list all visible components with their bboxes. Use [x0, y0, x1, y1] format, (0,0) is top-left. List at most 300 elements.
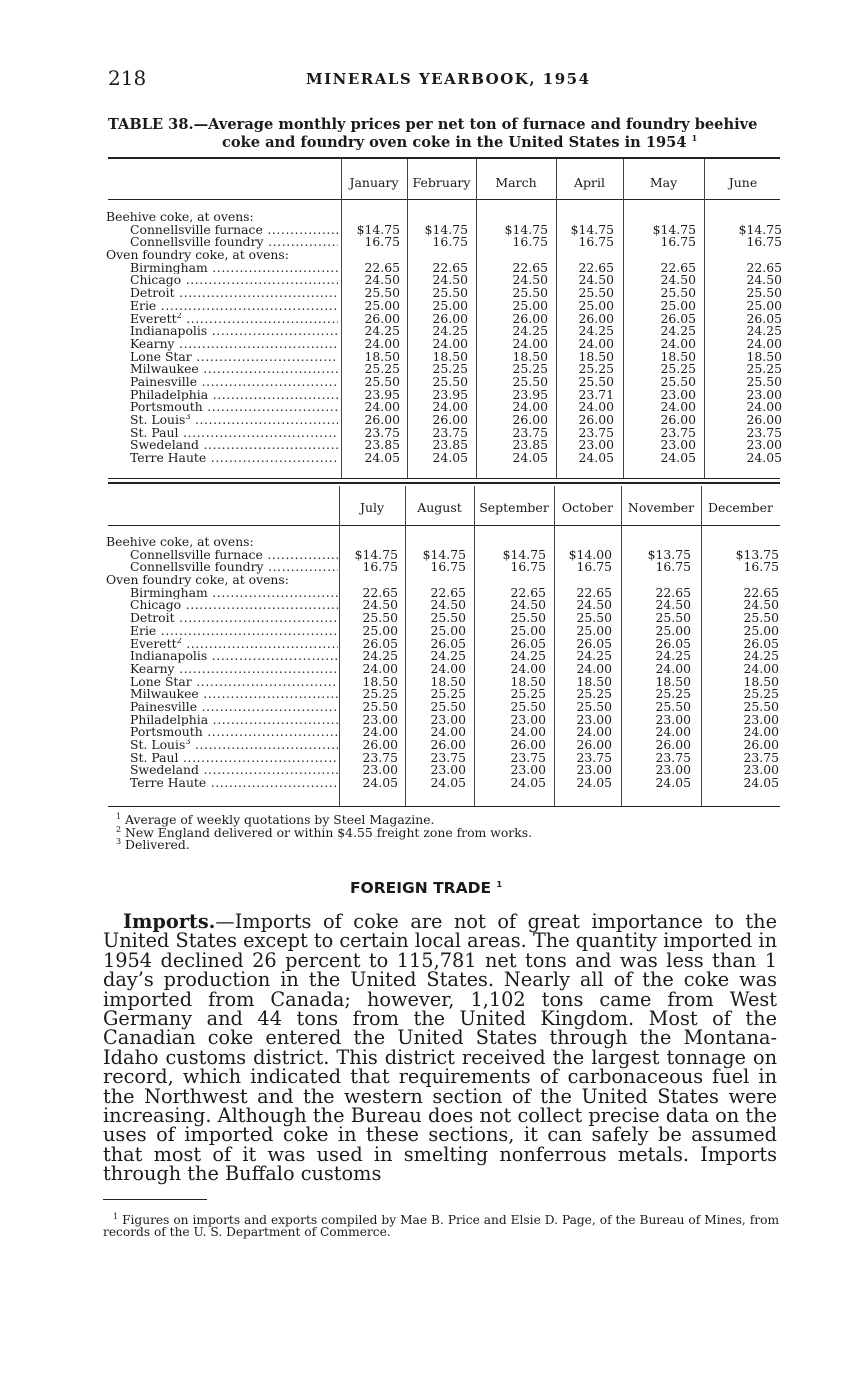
- stub-row: Swedeland .....: [106, 764, 338, 777]
- table-cell: 22.65: [510, 584, 546, 600]
- panel2-stub: [106, 536, 338, 790]
- table-cell: 24.00: [655, 724, 691, 740]
- table-cell: 24.00: [512, 335, 548, 351]
- table-cell: 24.25: [512, 323, 548, 339]
- table-cell: 24.00: [364, 335, 400, 351]
- table-cell: 25.50: [743, 698, 779, 714]
- value-column: [722, 211, 782, 465]
- panel-separator-rule: [108, 482, 780, 484]
- table-cell: $13.75: [735, 546, 779, 562]
- month-header: May: [649, 175, 678, 190]
- table-cell: 25.50: [576, 698, 612, 714]
- table-cell: 18.50: [576, 673, 612, 689]
- table-cell: 18.50: [362, 673, 398, 689]
- paragraph-text: —Imports of coke are not of great importance to the United States except to certain local areas. The quantity imported in 1954 declined 26 percent to 115,781 net tons and was less than 1 day’s production in the United States. Nearly all of the coke was imported from Canada; however, 1,102 tons came from West Germany and 44 tons from the United Kingdom. Most of the Canadian coke entered the United States through the Montana-Idaho customs district. This district received the largest tonnage on record, which indicated that requirements of carbonaceous fuel in the Northwest and the western section of the United States were increasing. Although the Bureau does not collect precise data on the uses of imported coke in these sections, it can safely be assumed that most of it was used in smelting nonferrous metals. Imports through the Buffalo customs: [103, 910, 777, 1186]
- table-cell: 26.05: [510, 635, 546, 651]
- table-cell: 26.00: [746, 412, 782, 427]
- table-cell: 26.00: [430, 737, 466, 752]
- table-cell: 18.50: [430, 673, 466, 689]
- table-cell: 26.00: [655, 737, 691, 752]
- table-cell: 24.25: [364, 323, 400, 339]
- table-cell: 23.85: [364, 437, 400, 453]
- table-cell: 24.50: [512, 272, 548, 288]
- stub-row: Milwaukee .....: [106, 688, 338, 701]
- table-cell: 24.50: [743, 597, 779, 613]
- table-cell: 26.05: [362, 635, 398, 651]
- panel1-bottom-rule: [108, 478, 780, 479]
- table-cell: 16.75: [746, 234, 782, 250]
- table-cell: 18.50: [743, 673, 779, 689]
- stub-row: Beehive coke, at ovens:: [106, 536, 254, 549]
- stub-row: St. Louis$^3$ .....: [106, 414, 338, 427]
- table-cell: 24.05: [430, 775, 466, 791]
- table-cell: 23.75: [364, 424, 400, 440]
- table-cell: 23.95: [432, 386, 468, 402]
- table-cell: 25.50: [432, 285, 468, 301]
- stub-row: Birmingham .....: [106, 587, 338, 600]
- table-cell: 16.75: [430, 559, 466, 575]
- imports-paragraph: [103, 912, 777, 1184]
- stub-row: Connellsville foundry .....: [106, 561, 338, 574]
- table-cell: 24.00: [362, 660, 398, 676]
- table-cell: 23.85: [512, 437, 548, 453]
- stub-row: Terre Haute .....: [106, 452, 338, 465]
- table-cell: 24.05: [362, 775, 398, 791]
- table-caption-line2: coke and foundry oven coke in the United States in 1954: [222, 134, 687, 151]
- table-cell: 16.75: [432, 234, 468, 250]
- table-cell: 24.05: [510, 775, 546, 791]
- table-caption-line1: TABLE 38.—Average monthly prices per net ton of furnace and foundry beehive: [108, 116, 758, 133]
- table-cell: 24.00: [746, 335, 782, 351]
- panel2-header-rule: [108, 525, 780, 526]
- table-cell: 23.00: [576, 711, 612, 727]
- table-cell: 22.65: [362, 584, 398, 600]
- month-header: March: [495, 175, 537, 190]
- table-cell: 16.75: [576, 559, 612, 575]
- table-cell: 26.00: [512, 310, 548, 326]
- table-cell: 24.05: [432, 450, 468, 466]
- table-cell: 26.00: [364, 412, 400, 427]
- panel1-col-divider: [704, 159, 705, 478]
- table-cell: 25.50: [743, 610, 779, 626]
- table-cell: 25.50: [655, 610, 691, 626]
- table-cell: 25.50: [430, 610, 466, 626]
- value-column: [406, 536, 466, 790]
- table-cell: 22.65: [430, 584, 466, 600]
- page-number: 218: [108, 66, 147, 90]
- table-cell: 25.50: [660, 285, 696, 301]
- table-cell: 25.25: [512, 361, 548, 377]
- table-cell: 18.50: [510, 673, 546, 689]
- section-heading: FOREIGN TRADE $^1$: [349, 879, 503, 897]
- table-cell: 25.50: [512, 373, 548, 389]
- table-cell: 24.00: [655, 660, 691, 676]
- table-cell: 16.75: [364, 234, 400, 250]
- table-cell: 25.25: [430, 686, 466, 702]
- stub-row: Beehive coke, at ovens:: [106, 211, 254, 224]
- table-cell: 25.50: [512, 285, 548, 301]
- table-cell: 24.00: [512, 399, 548, 415]
- body-text: [103, 912, 777, 1184]
- table-cell: 23.00: [362, 711, 398, 727]
- table-cell: $14.75: [738, 221, 782, 237]
- table-cell: 25.00: [510, 622, 546, 638]
- table-cell: 18.50: [655, 673, 691, 689]
- table-cell: 24.00: [364, 399, 400, 415]
- table-cell: 24.25: [510, 648, 546, 664]
- table-cell: 25.50: [660, 373, 696, 389]
- table-cell: 18.50: [660, 348, 696, 364]
- table-cell: 25.00: [743, 622, 779, 638]
- panel2-col-divider: [621, 486, 622, 806]
- stub-row: Terre Haute .....: [106, 777, 338, 790]
- value-column: [488, 211, 548, 465]
- stub-row: Milwaukee .....: [106, 363, 338, 376]
- stub-row: St. Paul .....: [106, 752, 338, 765]
- table-cell: 22.65: [578, 259, 614, 275]
- table-cell: 23.00: [510, 762, 546, 778]
- month-header: February: [412, 175, 471, 190]
- month-header: November: [627, 500, 695, 515]
- stub-row: Lone Star .....: [106, 351, 338, 364]
- table-cell: 18.50: [432, 348, 468, 364]
- table-cell: 25.50: [578, 373, 614, 389]
- table-caption: [108, 116, 783, 152]
- month-header: June: [728, 175, 758, 190]
- table-cell: 24.50: [432, 272, 468, 288]
- table-cell: 24.00: [432, 335, 468, 351]
- value-column: [631, 536, 691, 790]
- value-column: [552, 536, 612, 790]
- table-cell: 25.25: [362, 686, 398, 702]
- table-cell: 26.05: [655, 635, 691, 651]
- table-cell: 16.75: [743, 559, 779, 575]
- table-cell: 23.00: [660, 386, 696, 402]
- table-cell: 24.50: [660, 272, 696, 288]
- table-cell: 26.00: [660, 412, 696, 427]
- table-cell: 23.75: [432, 424, 468, 440]
- stub-row: Erie .....: [106, 625, 338, 638]
- table-cell: 24.00: [578, 335, 614, 351]
- table-cell: 22.65: [746, 259, 782, 275]
- table-cell: 25.50: [362, 610, 398, 626]
- month-header: April: [574, 175, 605, 190]
- table-cell: 23.75: [576, 749, 612, 765]
- table-cell: 25.50: [655, 698, 691, 714]
- table-cell: 24.05: [660, 450, 696, 466]
- stub-row: Portsmouth .....: [106, 401, 338, 414]
- table-cell: 22.65: [655, 584, 691, 600]
- stub-row: Indianapolis .....: [106, 325, 338, 338]
- stub-row: Everett$^2$ .....: [106, 638, 338, 651]
- table-cell: 24.50: [746, 272, 782, 288]
- table-cell: 25.50: [578, 285, 614, 301]
- table-cell: 24.25: [362, 648, 398, 664]
- table-cell: $14.75: [356, 221, 400, 237]
- table-cell: 24.05: [576, 775, 612, 791]
- table-cell: 24.50: [655, 597, 691, 613]
- table-cell: 23.75: [430, 749, 466, 765]
- table-cell: $14.00: [568, 546, 612, 562]
- table-cell: 26.05: [430, 635, 466, 651]
- stub-row: Chicago .....: [106, 599, 338, 612]
- table-cell: 26.00: [578, 310, 614, 326]
- running-title: MINERALS YEARBOOK, 1954: [306, 70, 591, 88]
- table-cell: 25.50: [510, 698, 546, 714]
- stub-row: Indianapolis .....: [106, 650, 338, 663]
- table-cell: 25.00: [362, 622, 398, 638]
- table-cell: 25.00: [512, 297, 548, 313]
- table-cell: 24.00: [578, 399, 614, 415]
- table-cell: 24.25: [432, 323, 468, 339]
- table-cell: $14.75: [424, 221, 468, 237]
- table-cell: 23.00: [746, 437, 782, 453]
- table-cell: 16.75: [578, 234, 614, 250]
- table-cell: 16.75: [362, 559, 398, 575]
- table-cell: 23.00: [655, 762, 691, 778]
- table-cell: 24.25: [743, 648, 779, 664]
- stub-row: St. Paul .....: [106, 427, 338, 440]
- runin-heading: Imports.: [123, 910, 216, 933]
- table-cell: 26.00: [362, 737, 398, 752]
- table-cell: 26.05: [660, 310, 696, 326]
- table-cell: 24.00: [660, 399, 696, 415]
- table-cell: 24.50: [362, 597, 398, 613]
- panel2-bottom-rule: [108, 806, 780, 807]
- table-cell: 24.25: [746, 323, 782, 339]
- table-cell: 24.05: [743, 775, 779, 791]
- table-cell: 23.71: [578, 386, 614, 402]
- table-cell: $14.75: [570, 221, 614, 237]
- table-cell: 25.25: [746, 361, 782, 377]
- value-column: [719, 536, 779, 790]
- table-cell: $13.75: [647, 546, 691, 562]
- stub-row: Birmingham .....: [106, 262, 338, 275]
- table-cell: 22.65: [743, 584, 779, 600]
- table-cell: 25.00: [746, 297, 782, 313]
- table-cell: 24.00: [432, 399, 468, 415]
- value-column: [486, 536, 546, 790]
- table-cell: 23.00: [746, 386, 782, 402]
- table-cell: 24.50: [510, 597, 546, 613]
- table-cell: 22.65: [432, 259, 468, 275]
- table-cell: 26.00: [578, 412, 614, 427]
- stub-row: Swedeland .....: [106, 439, 338, 452]
- table-cell: 25.00: [576, 622, 612, 638]
- table-cell: 25.00: [660, 297, 696, 313]
- table-footnote: $^1$ Average of weekly quotations by Steel Magazine.: [116, 811, 435, 827]
- footnote-rule: [103, 1199, 207, 1200]
- panel1-top-rule: [108, 157, 780, 159]
- table-cell: 23.00: [743, 762, 779, 778]
- table-cell: 25.25: [655, 686, 691, 702]
- table-cell: 25.25: [432, 361, 468, 377]
- table-cell: 24.00: [576, 724, 612, 740]
- table-cell: 24.05: [746, 450, 782, 466]
- table-cell: 23.75: [362, 749, 398, 765]
- table-cell: 26.05: [576, 635, 612, 651]
- table-cell: 26.00: [576, 737, 612, 752]
- table-cell: 23.75: [512, 424, 548, 440]
- table-cell: 24.50: [578, 272, 614, 288]
- table-cell: 24.05: [655, 775, 691, 791]
- stub-row: Connellsville furnace .....: [106, 224, 338, 237]
- month-header: August: [417, 500, 462, 515]
- table-cell: 24.00: [743, 724, 779, 740]
- table-cell: $14.75: [354, 546, 398, 562]
- panel2-col-divider: [701, 486, 702, 806]
- panel1-col-divider: [476, 159, 477, 478]
- table-cell: 25.00: [364, 297, 400, 313]
- table-footnote: $^3$ Delivered.: [116, 836, 190, 852]
- table-cell: 23.75: [743, 749, 779, 765]
- stub-row: Kearny .....: [106, 338, 338, 351]
- table-cell: 23.75: [578, 424, 614, 440]
- panel1-header-rule: [108, 199, 780, 200]
- table-cell: 24.00: [430, 724, 466, 740]
- table-cell: 24.00: [743, 660, 779, 676]
- table-cell: 25.50: [362, 698, 398, 714]
- table-cell: 23.00: [655, 711, 691, 727]
- table-cell: 24.00: [362, 724, 398, 740]
- stub-row: Painesville .....: [106, 701, 338, 714]
- table-footnotes: [116, 811, 716, 852]
- table-cell: 25.25: [364, 361, 400, 377]
- stub-row: St. Louis$^3$ .....: [106, 739, 338, 752]
- table-cell: 25.25: [576, 686, 612, 702]
- stub-row: Everett$^2$ .....: [106, 313, 338, 326]
- value-column: [636, 211, 696, 465]
- month-header: January: [349, 175, 399, 190]
- table-caption-ref: 1: [691, 133, 698, 144]
- stub-row: Connellsville furnace .....: [106, 549, 338, 562]
- table-cell: $14.75: [422, 546, 466, 562]
- table-cell: 25.25: [743, 686, 779, 702]
- stub-row: Connellsville foundry .....: [106, 236, 338, 249]
- stub-row: Detroit .....: [106, 287, 338, 300]
- table-cell: 23.00: [743, 711, 779, 727]
- table-cell: 25.00: [655, 622, 691, 638]
- table-cell: 25.25: [578, 361, 614, 377]
- table-cell: 24.50: [430, 597, 466, 613]
- table-cell: 23.75: [510, 749, 546, 765]
- table-cell: 25.25: [510, 686, 546, 702]
- table-cell: 23.95: [364, 386, 400, 402]
- panel2-col-divider: [474, 486, 475, 806]
- table-cell: 23.00: [430, 711, 466, 727]
- table-cell: 25.50: [430, 698, 466, 714]
- table-cell: 23.00: [430, 762, 466, 778]
- table-cell: $14.75: [652, 221, 696, 237]
- table-cell: 24.05: [578, 450, 614, 466]
- table-cell: 26.00: [432, 412, 468, 427]
- stub-row: Kearny .....: [106, 663, 338, 676]
- table-cell: 25.50: [746, 373, 782, 389]
- value-column: [340, 211, 400, 465]
- table-cell: 23.75: [660, 424, 696, 440]
- table-cell: 23.75: [746, 424, 782, 440]
- table-cell: 24.00: [510, 724, 546, 740]
- table-cell: 18.50: [512, 348, 548, 364]
- table-cell: 24.25: [660, 323, 696, 339]
- table-cell: 18.50: [578, 348, 614, 364]
- table-cell: 24.00: [660, 335, 696, 351]
- table-cell: 26.05: [743, 635, 779, 651]
- table-cell: 18.50: [364, 348, 400, 364]
- table-cell: 26.00: [510, 737, 546, 752]
- value-column: [554, 211, 614, 465]
- stub-row: Chicago .....: [106, 274, 338, 287]
- stub-row: Oven foundry coke, at ovens:: [106, 249, 289, 262]
- table-cell: 24.00: [746, 399, 782, 415]
- stub-row: Portsmouth .....: [106, 726, 338, 739]
- table-cell: 24.50: [364, 272, 400, 288]
- table-cell: 25.50: [746, 285, 782, 301]
- month-header: September: [479, 500, 549, 515]
- stub-row: Detroit .....: [106, 612, 338, 625]
- stub-row: Philadelphia .....: [106, 714, 338, 727]
- table-cell: 25.50: [576, 610, 612, 626]
- table-cell: 24.05: [512, 450, 548, 466]
- panel1-stub: [106, 211, 338, 465]
- table-cell: 22.65: [512, 259, 548, 275]
- table-cell: 16.75: [512, 234, 548, 250]
- table-cell: 24.00: [430, 660, 466, 676]
- table-cell: 23.85: [432, 437, 468, 453]
- table-cell: 22.65: [576, 584, 612, 600]
- table-cell: 24.25: [578, 323, 614, 339]
- table-cell: 23.00: [660, 437, 696, 453]
- table-cell: 23.95: [512, 386, 548, 402]
- table-cell: 26.00: [432, 310, 468, 326]
- table-cell: 26.00: [364, 310, 400, 326]
- panel1-col-divider: [623, 159, 624, 478]
- table-footnote: $^2$ New England delivered or within $4.55 freight zone from works.: [116, 824, 533, 840]
- table-cell: 23.00: [578, 437, 614, 453]
- table-cell: 24.05: [364, 450, 400, 466]
- month-header: December: [707, 500, 774, 515]
- table-cell: 22.65: [660, 259, 696, 275]
- table-cell: 24.00: [510, 660, 546, 676]
- running-head: [108, 66, 778, 92]
- table-cell: 24.25: [576, 648, 612, 664]
- table-cell: 23.00: [510, 711, 546, 727]
- table-cell: 24.00: [576, 660, 612, 676]
- stub-row: Philadelphia .....: [106, 389, 338, 402]
- stub-row: Lone Star .....: [106, 676, 338, 689]
- table-cell: 23.00: [362, 762, 398, 778]
- table-cell: 25.50: [432, 373, 468, 389]
- stub-row: Oven foundry coke, at ovens:: [106, 574, 289, 587]
- table-cell: 26.05: [746, 310, 782, 326]
- table-cell: 25.25: [660, 361, 696, 377]
- month-header: July: [359, 500, 385, 515]
- table-cell: 25.00: [432, 297, 468, 313]
- table-cell: 26.00: [743, 737, 779, 752]
- table-cell: $14.75: [502, 546, 546, 562]
- table-cell: 16.75: [655, 559, 691, 575]
- value-column: [408, 211, 468, 465]
- table-cell: 18.50: [746, 348, 782, 364]
- stub-row: Painesville .....: [106, 376, 338, 389]
- table-cell: 25.00: [578, 297, 614, 313]
- table-cell: 25.50: [510, 610, 546, 626]
- stub-row: Erie .....: [106, 300, 338, 313]
- value-column: [338, 536, 398, 790]
- table-cell: 24.50: [576, 597, 612, 613]
- page-footnote: $^1$ Figures on imports and exports compiled by Mae B. Price and Elsie D. Page, of the Bureau of Mines, from records of the U. S. Department of Commerce.: [103, 1211, 780, 1240]
- table-cell: 16.75: [510, 559, 546, 575]
